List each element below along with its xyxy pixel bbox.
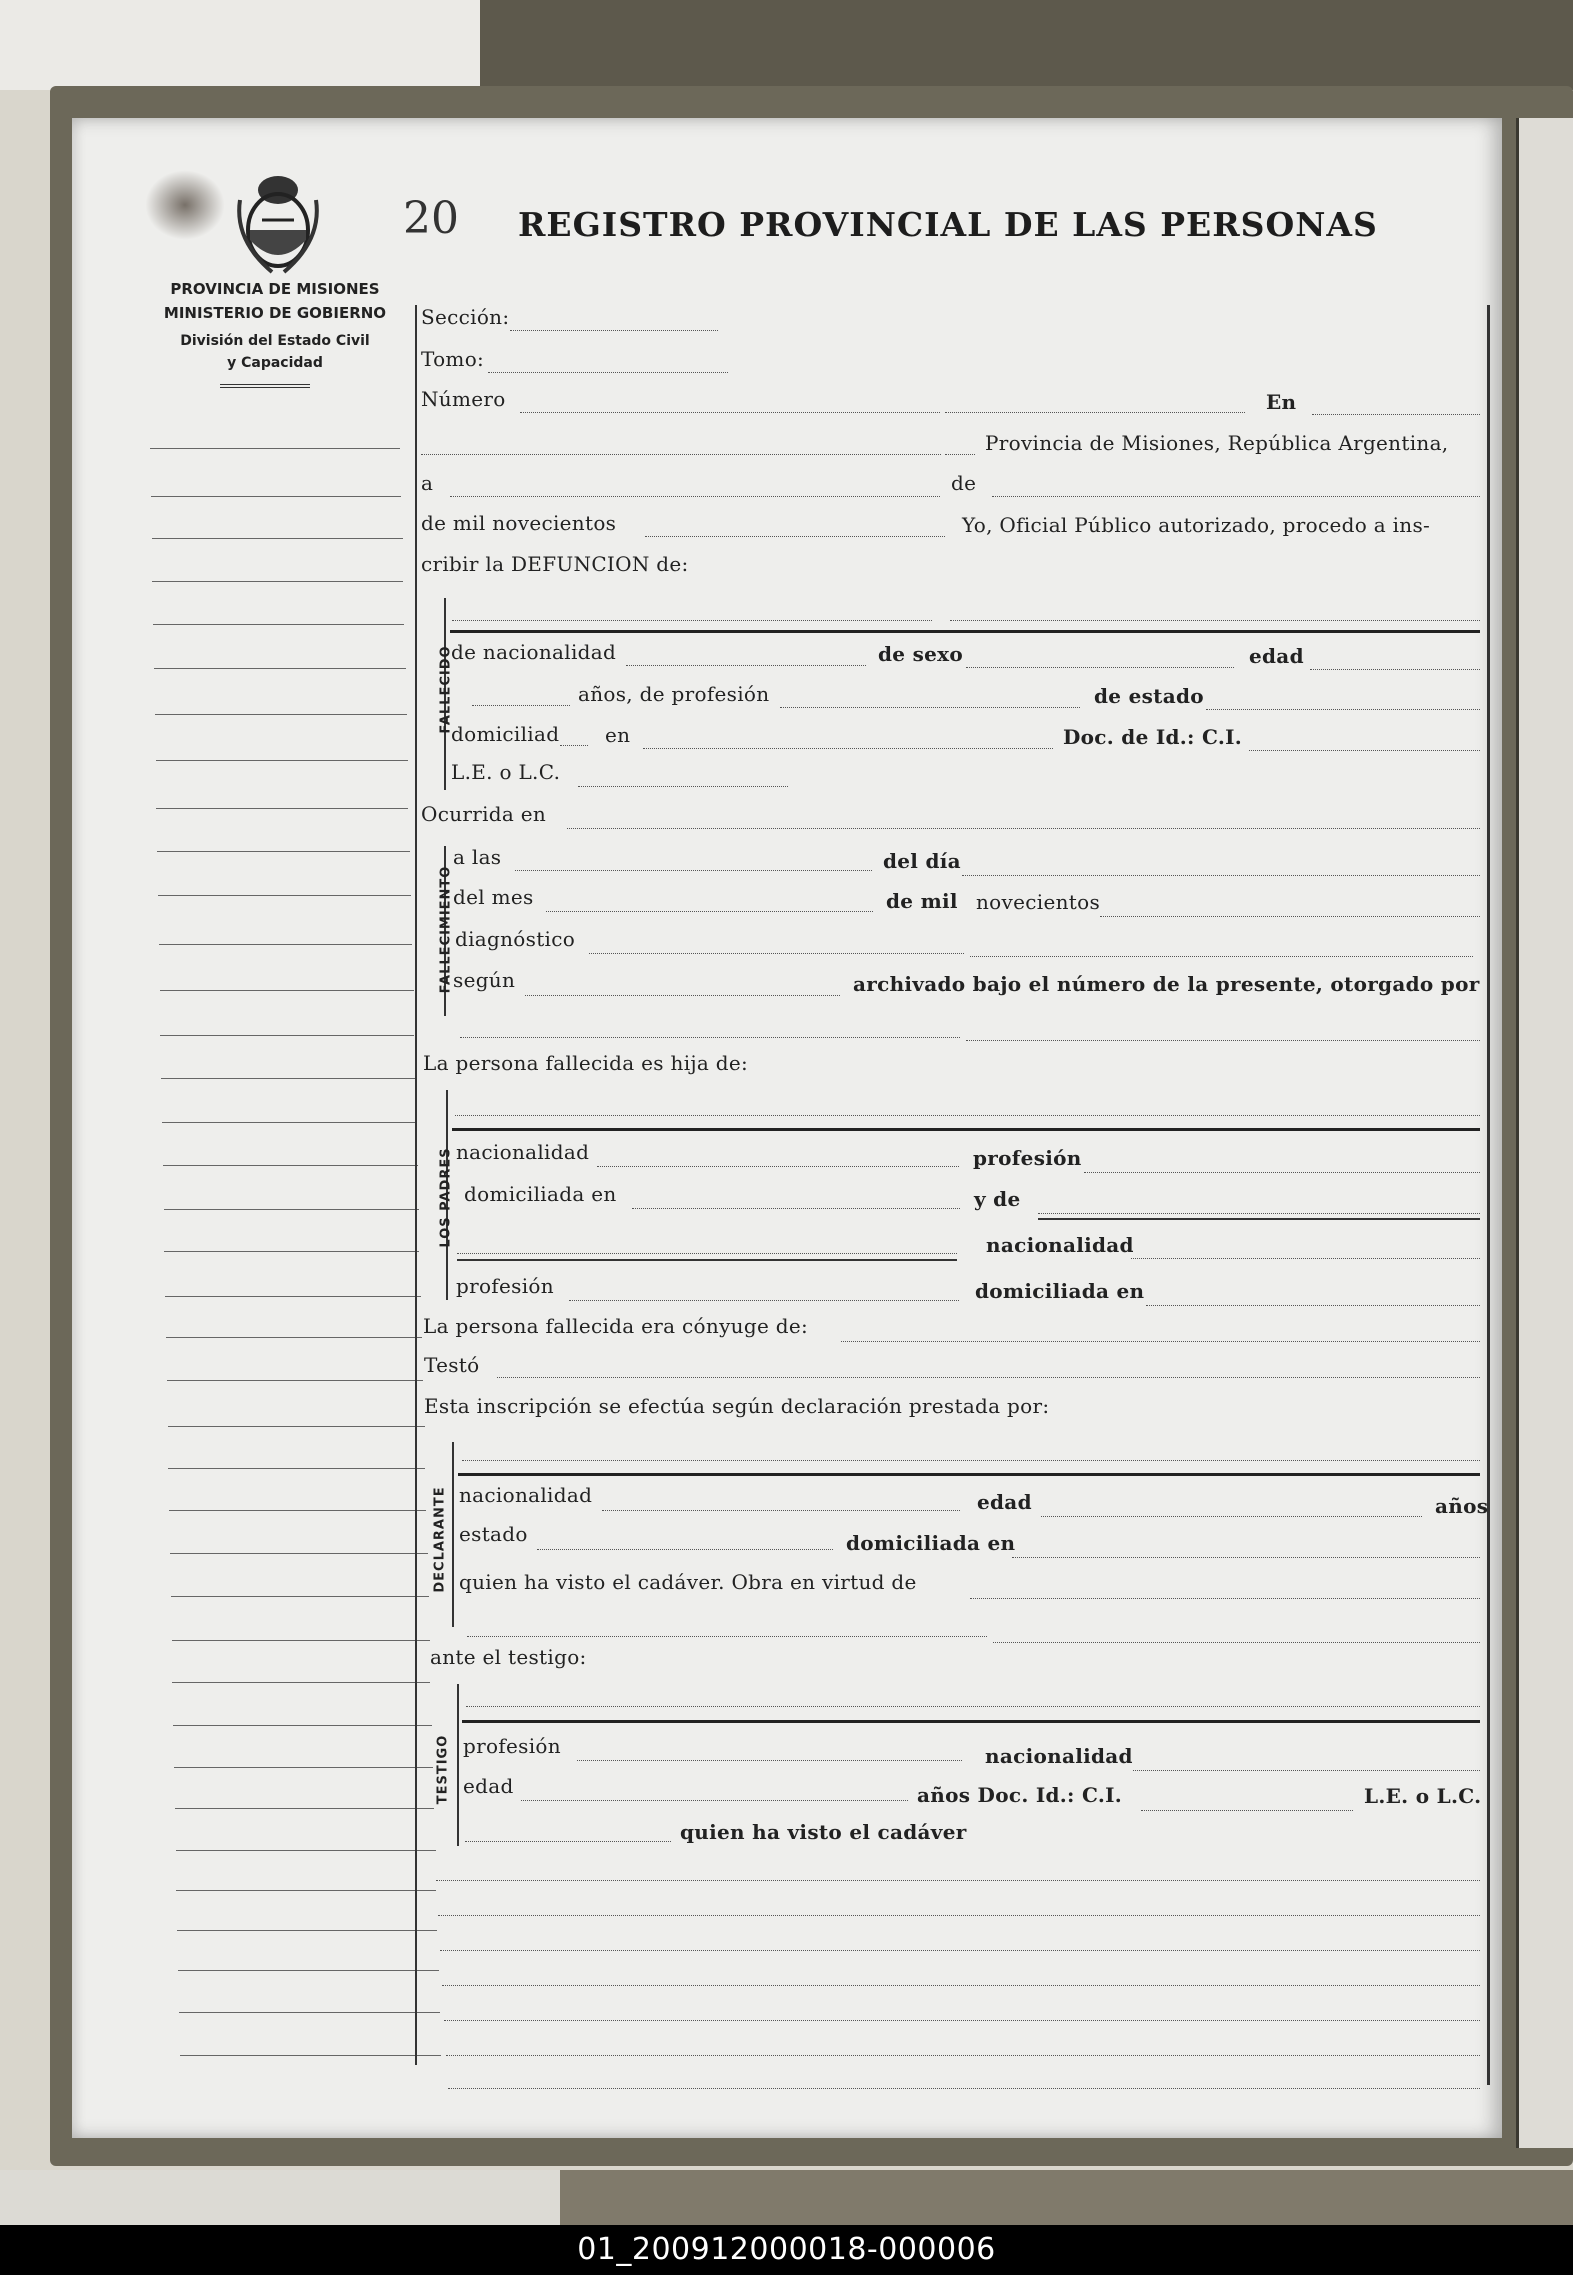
fallecido-sexo-field[interactable]: [966, 667, 1234, 668]
margin-line: [178, 1970, 439, 1971]
margin-line: [154, 668, 406, 669]
fallecido-estado-label: de estado: [1094, 684, 1204, 708]
margin-line: [173, 1725, 432, 1726]
declarante-side-label: DECLARANTE: [432, 1486, 448, 1593]
margin-line: [150, 448, 400, 449]
fallecido-profesion-label: años, de profesión: [578, 682, 770, 706]
margin-line: [160, 990, 414, 991]
madre-domicilio-field[interactable]: [1146, 1305, 1480, 1306]
a-las-label: a las: [453, 845, 502, 869]
testigo-nacionalidad-field[interactable]: [1133, 1770, 1480, 1771]
archivado-text: archivado bajo el número de la presente, otorgado por: [853, 972, 1480, 996]
declarante-edad-label: edad: [977, 1490, 1032, 1514]
numero-field-2[interactable]: [945, 412, 1245, 413]
declarante-name-field[interactable]: [462, 1460, 1480, 1461]
declaracion-label: Esta inscripción se efectúa según declaración prestada por:: [424, 1394, 1050, 1418]
form-frame-left: [415, 305, 417, 2065]
tomo-label: Tomo:: [421, 347, 485, 371]
margin-line: [156, 808, 408, 809]
de-mil-novecientos-label: de mil novecientos: [421, 511, 617, 535]
declarante-domicilio-field[interactable]: [1012, 1557, 1480, 1558]
fallecido-doc-label: Doc. de Id.: C.I.: [1063, 725, 1243, 749]
y-de-label: y de: [974, 1187, 1021, 1211]
province-label: PROVINCIA DE MISIONES: [170, 280, 380, 298]
fallecido-anos-field[interactable]: [472, 705, 570, 706]
a-label: a: [421, 471, 434, 495]
madre-nacionalidad-label: nacionalidad: [986, 1233, 1134, 1257]
division-label-line2: y Capacidad: [227, 355, 323, 371]
margin-line: [179, 2012, 440, 2013]
margin-line: [168, 1468, 425, 1469]
de-mil-label: de mil: [886, 889, 958, 913]
madre-name-rule: [1038, 1218, 1480, 1220]
fallecido-ci-field[interactable]: [1249, 750, 1480, 751]
margin-line: [170, 1553, 428, 1554]
padre-domicilio-field[interactable]: [632, 1208, 960, 1209]
notes-line[interactable]: [442, 1985, 1480, 1986]
fallecido-le-lc-label: L.E. o L.C.: [451, 760, 561, 784]
de-label: de: [951, 471, 977, 495]
diagnostico-field[interactable]: [589, 953, 964, 954]
margin-line: [151, 496, 401, 497]
fallecimiento-side-label: FALLECIMIENTO: [438, 865, 454, 994]
conyuge-field[interactable]: [841, 1341, 1480, 1342]
place-field[interactable]: [421, 454, 941, 455]
declarante-edad-field[interactable]: [1041, 1516, 1422, 1517]
stamp-smudge: [145, 170, 225, 240]
notes-line[interactable]: [444, 2020, 1480, 2021]
background-fabric-bottom: [560, 2170, 1573, 2225]
fallecido-profesion-field[interactable]: [780, 707, 1080, 708]
tomo-field[interactable]: [488, 372, 728, 373]
margin-line: [152, 538, 403, 539]
coat-of-arms-icon: [232, 160, 324, 278]
declarante-visto-text: quien ha visto el cadáver. Obra en virtud de: [459, 1570, 917, 1594]
padre-profesion-label: profesión: [973, 1146, 1082, 1170]
del-mes-label: del mes: [453, 885, 534, 909]
madre-name-field-2[interactable]: [457, 1253, 957, 1254]
segun-label: según: [453, 968, 516, 992]
division-label-line1: División del Estado Civil: [180, 333, 370, 349]
declarante-estado-label: estado: [459, 1522, 528, 1546]
margin-line: [175, 1808, 434, 1809]
margin-line: [176, 1850, 436, 1851]
de-field[interactable]: [992, 496, 1480, 497]
madre-name-field[interactable]: [1038, 1213, 1480, 1214]
margin-line: [167, 1380, 423, 1381]
testigo-name-field[interactable]: [466, 1706, 1480, 1707]
padre-profesion-field[interactable]: [1084, 1172, 1480, 1173]
testigo-doc-label: años Doc. Id.: C.I.: [917, 1783, 1123, 1807]
seccion-field[interactable]: [510, 330, 718, 331]
del-mes-field[interactable]: [546, 911, 873, 912]
a-las-field[interactable]: [515, 870, 872, 871]
testigo-nacionalidad-label: nacionalidad: [985, 1744, 1133, 1768]
fallecido-edad-label: edad: [1249, 644, 1304, 668]
hija-de-label: La persona fallecida es hija de:: [423, 1051, 749, 1075]
padre-nacionalidad-field[interactable]: [597, 1166, 959, 1167]
conyuge-label: La persona fallecida era cónyuge de:: [423, 1314, 809, 1338]
notes-line[interactable]: [438, 1915, 1480, 1916]
margin-line: [180, 2055, 441, 2056]
del-dia-field[interactable]: [962, 875, 1480, 876]
margin-line: [164, 1209, 419, 1210]
form-frame-right: [1487, 305, 1490, 2085]
seccion-label: Sección:: [421, 305, 510, 329]
notes-line[interactable]: [448, 2088, 1480, 2089]
testigo-edad-field[interactable]: [521, 1800, 908, 1801]
page-number: 20: [403, 193, 459, 244]
padre-nacionalidad-label: nacionalidad: [456, 1140, 590, 1164]
testigo-le-lc-field[interactable]: [465, 1841, 671, 1842]
madre-domiciliada-label: domiciliada en: [975, 1279, 1145, 1303]
margin-line: [168, 1426, 425, 1427]
fallecido-estado-field[interactable]: [1206, 709, 1480, 710]
padre-name-rule: [452, 1128, 1480, 1131]
fallecido-name-rule: [450, 630, 1480, 633]
margin-line: [152, 581, 403, 582]
madre-name-rule-2: [457, 1259, 957, 1261]
ocurrida-label: Ocurrida en: [421, 802, 547, 826]
diagnostico-field-2[interactable]: [970, 956, 1473, 957]
margin-line: [158, 895, 411, 896]
numero-label: Número: [421, 387, 506, 411]
margin-line: [174, 1767, 433, 1768]
next-page-edge: [1516, 118, 1573, 2148]
testo-field[interactable]: [497, 1377, 1480, 1378]
padre-name-field[interactable]: [455, 1115, 1480, 1116]
margin-line: [159, 944, 412, 945]
testo-label: Testó: [424, 1353, 480, 1377]
place-field-2[interactable]: [945, 454, 975, 455]
declarante-anos-label: años: [1435, 1494, 1489, 1518]
ministry-label: MINISTERIO DE GOBIERNO: [163, 304, 387, 322]
fallecido-domiciliad-label: domiciliad: [451, 722, 560, 746]
numero-field[interactable]: [520, 412, 940, 413]
margin-line: [157, 851, 410, 852]
fallecido-nacionalidad-label: de nacionalidad: [451, 640, 617, 664]
fallecido-name-field-2[interactable]: [950, 620, 1480, 621]
declarante-nacionalidad-label: nacionalidad: [459, 1483, 593, 1507]
margin-line: [165, 1296, 421, 1297]
testigo-edad-label: edad: [463, 1774, 514, 1798]
fallecido-domicilio-field[interactable]: [643, 748, 1053, 749]
en-label: En: [1266, 390, 1297, 414]
testigo-le-lc-label: L.E. o L.C.: [1364, 1784, 1482, 1808]
margin-line: [166, 1337, 422, 1338]
declarante-bracket: [452, 1442, 454, 1627]
testigo-profesion-field[interactable]: [577, 1760, 962, 1761]
del-dia-label: del día: [883, 849, 961, 873]
margin-line: [155, 714, 407, 715]
fallecido-domiciliad-suffix[interactable]: [560, 745, 588, 746]
testigo-ci-field[interactable]: [1141, 1810, 1353, 1811]
margin-line: [156, 760, 408, 761]
margin-line: [172, 1640, 430, 1641]
margin-line: [160, 1035, 414, 1036]
margin-line: [169, 1510, 426, 1511]
fallecido-en-label: en: [605, 723, 631, 747]
inscribir-text: cribir la DEFUNCION de:: [421, 552, 689, 576]
declarante-name-rule: [458, 1473, 1480, 1476]
margin-line: [172, 1682, 430, 1683]
declarante-virtud-field-2[interactable]: [467, 1636, 987, 1637]
background-bottom-left: [0, 2170, 560, 2225]
fallecido-side-label: FALLECIDO: [438, 645, 454, 734]
diagnostico-label: diagnóstico: [455, 927, 576, 951]
fallecido-name-field[interactable]: [452, 620, 932, 621]
declarante-virtud-field-3[interactable]: [993, 1642, 1480, 1643]
image-caption: 01_200912000018-000006: [577, 2232, 996, 2267]
notes-line[interactable]: [446, 2055, 1480, 2056]
en-field[interactable]: [1312, 414, 1480, 415]
margin-line: [153, 624, 404, 625]
fallecido-le-lc-field[interactable]: [578, 786, 788, 787]
testigo-bracket: [457, 1684, 459, 1846]
notes-line[interactable]: [436, 1880, 1480, 1881]
fallecido-nacionalidad-field[interactable]: [626, 665, 866, 666]
padres-side-label: LOS PADRES: [438, 1147, 454, 1248]
ocurrida-field[interactable]: [567, 828, 1480, 829]
margin-line: [162, 1122, 417, 1123]
margin-line: [171, 1596, 429, 1597]
madre-profesion-label: profesión: [456, 1274, 554, 1298]
background-fabric: [480, 0, 1573, 90]
declarante-nacionalidad-field[interactable]: [602, 1510, 960, 1511]
background-top-left: [0, 0, 500, 90]
declarante-virtud-field[interactable]: [970, 1598, 1480, 1599]
header-underline: [220, 384, 310, 388]
madre-profesion-field[interactable]: [569, 1300, 959, 1301]
declarante-estado-field[interactable]: [537, 1549, 833, 1550]
novecientos-field[interactable]: [1100, 916, 1480, 917]
testigo-name-rule: [462, 1720, 1480, 1723]
madre-nacionalidad-field[interactable]: [1131, 1258, 1480, 1259]
fallecido-edad-field[interactable]: [1310, 669, 1480, 670]
segun-field[interactable]: [525, 995, 840, 996]
otorgado-field[interactable]: [460, 1037, 960, 1038]
testigo-visto-text: quien ha visto el cadáver: [680, 1820, 967, 1844]
testigo-side-label: TESTIGO: [435, 1734, 451, 1805]
margin-line: [163, 1165, 418, 1166]
margin-line: [177, 1930, 437, 1931]
margin-line: [176, 1890, 436, 1891]
declarante-domiciliada-label: domiciliada en: [846, 1531, 1016, 1555]
margin-line: [161, 1078, 415, 1079]
fallecido-sexo-label: de sexo: [878, 642, 964, 666]
notes-line[interactable]: [440, 1950, 1480, 1951]
ante-testigo-label: ante el testigo:: [430, 1645, 587, 1669]
margin-line: [164, 1251, 419, 1252]
padre-domiciliada-label: domiciliada en: [464, 1182, 617, 1206]
oficial-text: Yo, Oficial Público autorizado, procedo a ins-: [962, 513, 1431, 537]
year-field[interactable]: [645, 536, 945, 537]
provincia-text: Provincia de Misiones, República Argentina,: [985, 431, 1449, 455]
novecientos-label: novecientos: [976, 890, 1101, 914]
a-field[interactable]: [450, 496, 940, 497]
registry-title: REGISTRO PROVINCIAL DE LAS PERSONAS: [518, 205, 1378, 244]
testigo-profesion-label: profesión: [463, 1734, 561, 1758]
otorgado-field-2[interactable]: [966, 1040, 1480, 1041]
